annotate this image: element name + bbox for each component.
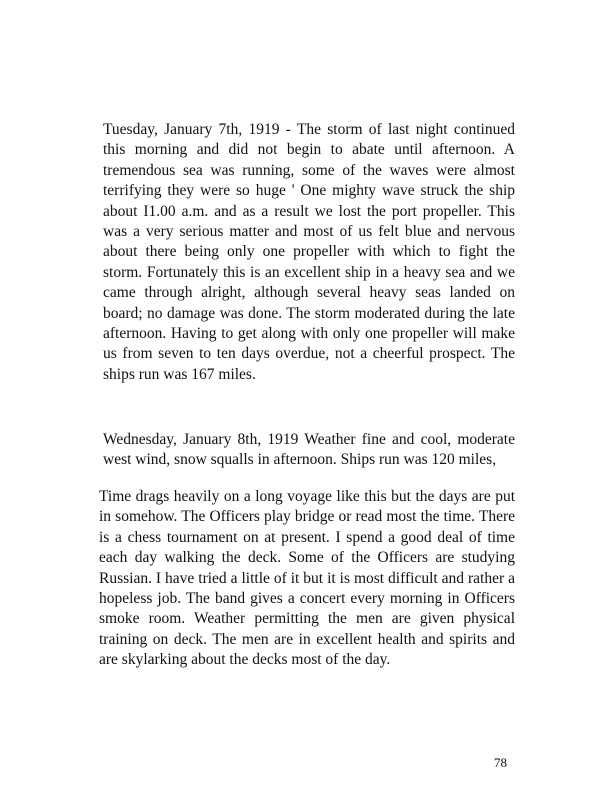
diary-entry-january-8: Wednesday, January 8th, 1919 Weather fine and cool, moderate west wind, snow squalls in afternoon. Ships run was 120 miles, (103, 431, 515, 469)
page-number: 78 (494, 755, 507, 770)
voyage-description-paragraph: Time drags heavily on a long voyage like this but the days are put in somehow. The Officers play bridge or read most the time. There is a chess tournament on at present. I spend a good deal of time each day walking the deck. Some of the Officers are studying Russian. I have tried a little of it but it is most difficult and rather a hopeless job. The band gives a concert every morning in Officers smoke room. Weather permitting the men are given physical training on deck. The men are in excellent health and spirits and are skylarking about the decks most of the day. (99, 488, 515, 669)
diary-entry-january-7: Tuesday, January 7th, 1919 - The storm of last night continued this morning and did not begin to abate until afternoon. A tremendous sea was running, some of the waves were almost terrifying they were so huge ' One mighty wave struck the ship about I1.00 a.m. and as a result we lost the port propeller. This was a very serious matter and most of us felt blue and nervous about there being only one propeller with which to fight the storm. Fortunately this is an excellent ship in a heavy sea and we came through alright, although several heavy seas landed on board; no damage was done. The storm moderated during the late afternoon. Having to get along with only one propeller will make us from seven to ten days overdue, not a cheerful prospect. The ships run was 167 miles. (103, 121, 515, 383)
